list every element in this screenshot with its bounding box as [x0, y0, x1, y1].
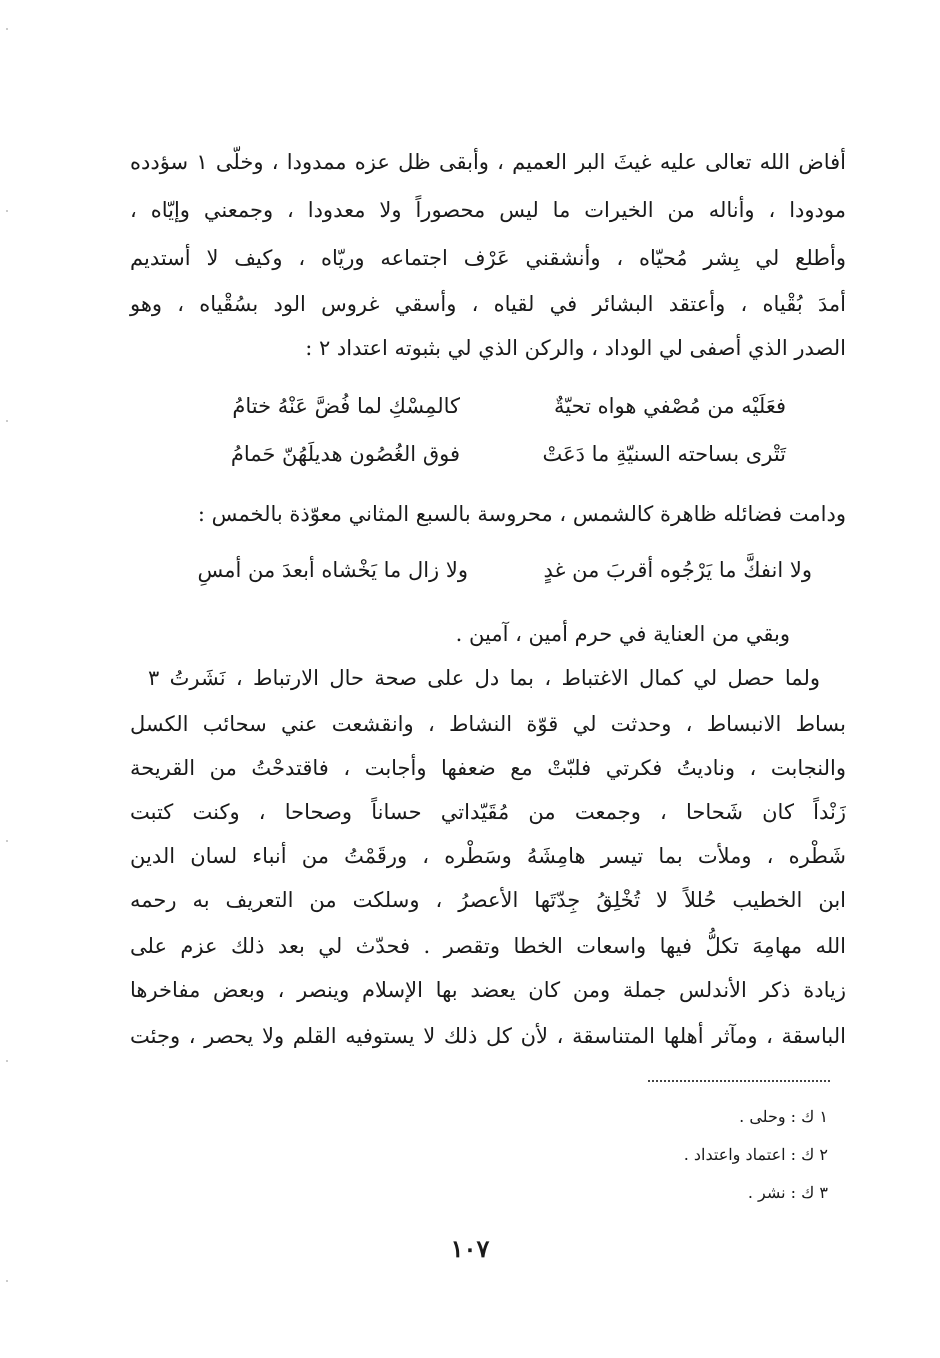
body-line: ابن الخطيب حُللاً لا تُخْلِقُ جِدّتَها الأعصرُ ، وسلكت من التعريف به رحمه [130, 888, 846, 912]
verse-hemistich-right: فعَلَيْه من مُصْفي هواه تحيّةٌ [554, 394, 786, 418]
body-line: وبقي من العناية في حرم أمين ، آمين . [455, 622, 790, 646]
body-line: شَطْره ، وملأت بما تيسر هامِشَهُ وسَطْره ، ورقَمْتُ من أنباء لسان الدين [130, 844, 846, 868]
body-line: الباسقة ، ومآثر أهلها المتناسقة ، لأن كل ذلك لا يستوفيه القلم ولا يحصر ، وجئت [130, 1024, 846, 1048]
verse-hemistich-right: ولا انفكَّ ما يَرْجُوه أقربَ من غدٍ [543, 558, 812, 582]
body-line: والنجابت ، وناديتُ فكرتي فلبّتْ مع ضعفها وأجابت ، فاقتدحْتُ من القريحة [130, 756, 846, 780]
footnote: ٣ ك : نشر . [747, 1183, 828, 1202]
body-line: ودامت فضائله ظاهرة كالشمس ، محروسة بالسبع المثاني معوّذة بالخمس : [197, 502, 846, 526]
scan-speck [6, 420, 8, 422]
footnote: ١ ك : وحلى . [739, 1107, 828, 1126]
verse-hemistich-left: ولا زال ما يَخْشاه أبعدَ من أمسِ [197, 558, 468, 582]
verse-hemistich-left: فوق الغُصُون هديلَهُنّ حَمامُ [230, 442, 460, 466]
body-line: زَنْداً كان شَحاحا ، وجمعت من مُقَيّداتي حساناً وصحاحا ، وكنت كتبت [130, 800, 846, 824]
body-line: وأطلع لي بِشر مُحيّاه ، وأنشقني عَرْف اجتماعه وريّاه ، وكيف لا أستديم [130, 246, 846, 270]
scan-speck [6, 1280, 8, 1282]
page-number: ١٠٧ [450, 1234, 490, 1263]
verse-hemistich-left: كالمِسْكِ لما فُضَّ عَنْهُ ختامُ [232, 394, 460, 418]
footnote-separator [648, 1080, 830, 1082]
body-line: مودودا ، وأناله من الخيرات ما ليس محصوراً ولا معدودا ، وجمعني وإيّاه ، [130, 198, 846, 222]
scan-speck [6, 210, 8, 212]
scan-speck [6, 840, 8, 842]
body-line: أمدَ بُقْياه ، وأعتقد البشائر في لقياه ، وأسقي غروس الود بسُقْياه ، وهو [130, 292, 846, 316]
scan-speck [6, 1060, 8, 1062]
body-line: زيادة ذكر الأندلس جملة ومن كان يعضد بها الإسلام وينصر ، وبعض مفاخرها [130, 978, 846, 1002]
body-line: ولما حصل لي كمال الاغتباط ، بما دل على صحة حال الارتباط ، نَشَرتُ ٣ [148, 666, 820, 690]
body-line: الصدر الذي أصفى لي الوداد ، والركن الذي لي بثبوته اعتداد ٢ : [305, 336, 846, 360]
footnote: ٢ ك : اعتماد واعتداد . [683, 1145, 828, 1164]
body-line: أفاض الله تعالى عليه غيثَ البر العميم ، وأبقى ظل عزه ممدودا ، وخلّى ١ سؤدده [130, 150, 847, 174]
body-line: بساط الانبساط ، وحدثت لي قوّة النشاط ، وانقشعت عني سحائب الكسل [130, 712, 846, 736]
body-line: الله مهامِهَ تكلُّ فيها واسعات الخطا وتقصر . فحدّث لي بعد ذلك عزم على [130, 934, 846, 958]
verse-hemistich-right: تَتْرى بساحته السنيّةِ ما دَعَتْ [542, 442, 786, 466]
scan-speck [6, 28, 8, 30]
